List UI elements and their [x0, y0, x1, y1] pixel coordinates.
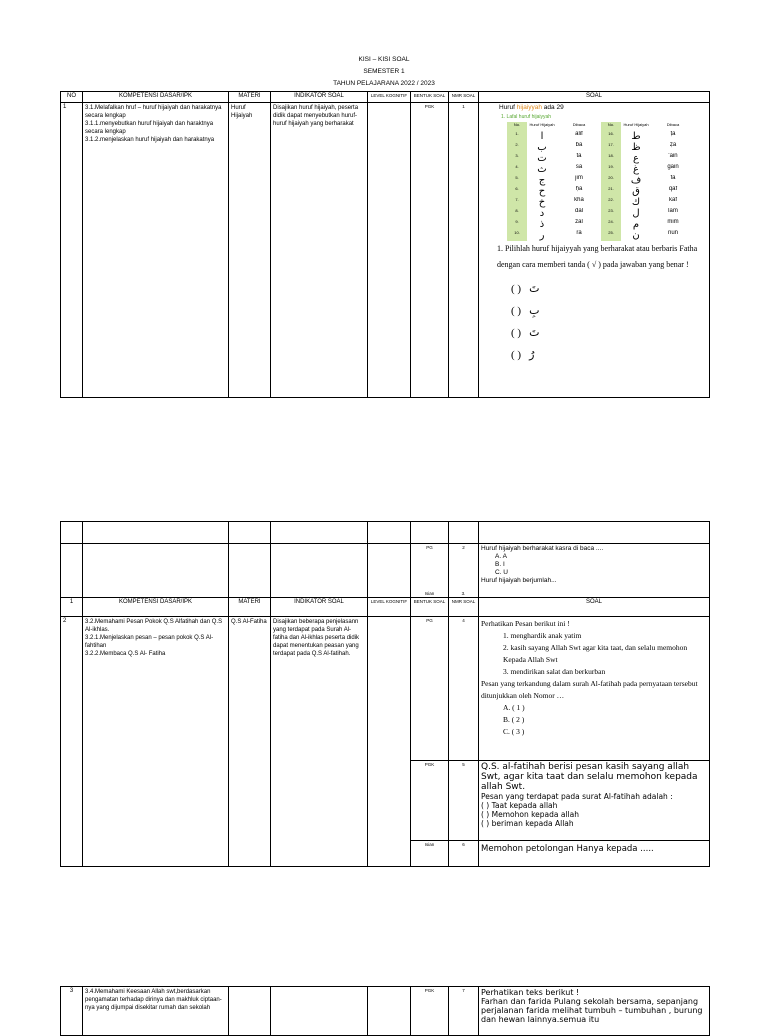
- q2-q3-soal: [479, 544, 710, 598]
- row1-no: 1: [61, 103, 83, 398]
- hijaiyah-letter: د: [539, 208, 545, 219]
- choice-option: ( ) بِ: [511, 304, 540, 317]
- doc-title: KISI – KISI SOAL: [358, 56, 410, 63]
- hijaiyah-reading: ḥa: [575, 186, 583, 192]
- hijaiyah-letter: ف: [630, 175, 642, 186]
- kisi-table-1: [60, 91, 710, 398]
- row2-indikator: Disajikan beberapa penjelasann yang terdapat pada Surah Al-fatiha dan Al-ikhlas peserta didik dapat menentukan peasan yang terdapat pada Q.S Al-fatihah.: [271, 617, 368, 867]
- hijaiyah-row: [507, 175, 695, 186]
- hijaiyah-letter: ا: [540, 131, 544, 142]
- q4-option: C. ( 3 ): [503, 727, 525, 736]
- q4-soal: Perhatikan Pesan berikut ini ! 1. menghardik anak yatim 2. kasih sayang Allah Swt agar kita taat, dan selalu memohon Kepada Allah Swt 3. mendirikan salat dan berkurban Pesan yang terkandung dalam surah Al-fatihah pada pernyataan tersebut ditunjukkan oleh Nomor … A. ( 1 ) B. ( 2 ) C. ( 3 ): [479, 617, 710, 761]
- col-soal: SOAL: [479, 92, 710, 103]
- hijaiyah-no: 1.: [507, 131, 527, 142]
- col-level: LEVEL KOGNITIF: [368, 92, 411, 103]
- table-header-row: [61, 92, 710, 103]
- hijaiyah-reading: alif: [575, 131, 583, 137]
- hijaiyah-no: 6.: [507, 186, 527, 197]
- hijaiyah-row: [507, 230, 695, 241]
- table-row: [61, 544, 710, 598]
- hijaiyah-letter: خ: [538, 197, 546, 208]
- hijaiyah-head-cell: Huruf Hijaiyah: [623, 122, 649, 127]
- q2-q3-nmr: 2 3.: [449, 544, 479, 598]
- hijaiyah-reading: 'ain: [668, 153, 678, 159]
- hijaiyah-no: 8.: [507, 208, 527, 219]
- hijaiyah-row: [507, 131, 695, 142]
- kisi-table-3: [60, 986, 710, 1036]
- hijaiyah-row: [507, 197, 695, 208]
- q4-option: A. ( 1 ): [503, 703, 525, 712]
- hijaiyah-reading: mim: [667, 219, 679, 225]
- hijaiyah-no: 5.: [507, 175, 527, 186]
- row1-indikator: Disajikan huruf hijaiyah, peserta didik dapat menyebutkan huruf-huruf hijaiyah yang berharakat: [271, 103, 368, 398]
- choice-letter: رُ: [529, 348, 535, 361]
- table-row: [61, 522, 710, 544]
- hijaiyah-no: 20.: [601, 175, 621, 186]
- choice-letter: تَ: [529, 326, 540, 339]
- hijaiyah-letter: م: [632, 219, 640, 230]
- hijaiyah-letter: ذ: [539, 219, 545, 230]
- hijaiyah-no: 3.: [507, 153, 527, 164]
- hijaiyah-letter: ل: [632, 208, 640, 219]
- hijaiyah-head-cell: Huruf Hijaiyah: [529, 122, 555, 127]
- row3-kd: 3.4.Memahami Keesaan Allah swt,berdasarkan pengamatan terhadap dirinya dan makhluk ciptaan-nya yang dijumpai disekitar rumah dan sekolah: [83, 987, 229, 1036]
- hijaiyah-no: 21.: [601, 186, 621, 197]
- row2-materi: Q.S Al-Fatiha: [229, 617, 271, 867]
- hijaiyah-letter: ن: [632, 230, 640, 241]
- q4-item: 1. menghardik anak yatim: [503, 631, 582, 640]
- hijaiyah-no: 24.: [601, 219, 621, 230]
- hijaiyah-row: [507, 164, 695, 175]
- table-row: [61, 103, 710, 398]
- col-nmr: NMR SOAL: [449, 92, 479, 103]
- choice-letter: بِ: [529, 304, 540, 317]
- q5-soal: Q.S. al-fatihah berisi pesan kasih sayang allah Swt, agar kita taat dan selalu memohon kepada allah Swt. Pesan yang terdapat pada surat Al-fatihah adalah : ( ) Taat kepada allah ( ) Memohon kepada allah ( ) beriman kepada Allah: [479, 761, 710, 841]
- hijaiyah-head-cell: No.: [507, 122, 527, 131]
- hijaiyah-head-cell: Dibaca: [572, 122, 586, 127]
- hijaiyah-reading: ba: [575, 142, 583, 148]
- choice-option: ( ) رُ: [511, 348, 535, 361]
- choice-list: [481, 282, 707, 361]
- hijaiyah-reading: ṭa: [670, 131, 676, 137]
- hijaiyah-no: 7.: [507, 197, 527, 208]
- doc-semester: SEMESTER 1: [363, 68, 405, 75]
- hijaiyah-reading: ṡa: [575, 164, 583, 170]
- choice-option: ( ) تَ: [511, 326, 540, 339]
- hijaiyah-reading: lam: [668, 208, 678, 214]
- hijaiyah-reading: żal: [575, 219, 583, 225]
- row1-nmr: 1: [449, 103, 479, 398]
- hijaiyah-no: 9.: [507, 219, 527, 230]
- q4-option: B. ( 2 ): [503, 715, 525, 724]
- q2-option: A. A: [495, 553, 507, 560]
- hijaiyah-letter: ت: [537, 153, 547, 164]
- col-kd: KOMPETENSI DASAR/IPK: [83, 92, 229, 103]
- hijaiyah-head-cell: Dibaca: [666, 122, 680, 127]
- col-bentuk: BENTUK SOAL: [411, 92, 449, 103]
- hijaiyah-letter: ظ: [631, 142, 641, 153]
- q5-option: ( ) Taat kepada allah: [481, 801, 558, 810]
- q7-soal: Perhatikan teks berikut ! Farhan dan farida Pulang sekolah bersama, sepanjang perjalanan farida melihat tumbuh – tumbuhan , burung dan hewan lainnya.semua itu: [479, 987, 710, 1036]
- hijaiyah-reading: dal: [574, 208, 583, 214]
- row2-kd: 3.2.Memahami Pesan Pokok Q.S Alfatihah dan Q.S Al-ikhlas. 3.2.1.Menjelaskan pesan – pesan pokok Q.S Al-fahtihan 3.2.2.Membaca Q.S Al- Fatiha: [83, 617, 229, 867]
- hijaiyah-letter: ع: [633, 153, 639, 164]
- q5-option: ( ) beriman kepada Allah: [481, 819, 574, 828]
- hijaiyah-head-cell: No.: [601, 122, 621, 131]
- hijaiyah-letter: ب: [537, 142, 547, 153]
- q2-option: C. U: [495, 569, 508, 576]
- hijaiyah-row: [507, 142, 695, 153]
- table-header-row-2: 1 KOMPETENSI DASAR/IPK MATERI INDIKATOR SOAL LEVEL KOGNITIF BENTUK SOAL NMR SOAL SOAL: [61, 598, 710, 617]
- hijaiyah-reading: kaf: [668, 197, 677, 203]
- hijaiyah-reading: jim: [575, 175, 583, 181]
- table-row: 2 3.2.Memahami Pesan Pokok Q.S Alfatihah dan Q.S Al-ikhlas. 3.2.1.Menjelaskan pesan – pesan pokok Q.S Al-fahtihan 3.2.2.Membaca Q.S Al- Fatiha Q.S Al-Fatiha Disajikan beberapa penjelasann yang terdapat pada Surah Al-fatiha dan Al-ikhlas peserta didik dapat menentukan peasan yang terdapat pada Q.S Al-fatihah. PG 4 Perhatikan Pesan berikut ini ! 1. menghardik anak yatim 2. kasih sayang Allah Swt agar kita taat, dan selalu memohon Kepada Allah Swt 3. mendirikan salat dan berkurban Pesan yang terkandung dalam surah Al-fatihah pada pernyataan tersebut ditunjukkan oleh Nomor … A. ( 1 ) B. ( 2 ) C. ( 3 ): [61, 617, 710, 761]
- row1-kd: 3.1.Melafalkan hruf – huruf hijaiyah dan harakatnya secara lengkap 3.1.1.menyebutkan huruf hijaiyah dan haraktnya secara lengkap 3.1.2.menjelaskan huruf hijaiyah dan harakatnya: [83, 103, 229, 398]
- q4-item: 3. mendirikan salat dan berkurban: [503, 667, 606, 676]
- kisi-table-2: [60, 521, 710, 867]
- q2-q3-bentuk: PG Isian: [411, 544, 449, 598]
- hijaiyah-reading: fa: [670, 175, 676, 181]
- hijaiyah-no: 10.: [507, 230, 527, 241]
- table-row: PGK 5 Q.S. al-fatihah berisi pesan kasih sayang allah Swt, agar kita taat dan selalu memohon kepada allah Swt. Pesan yang terdapat pada surat Al-fatihah adalah : ( ) Taat kepada allah ( ) Memohon kepada allah ( ) beriman kepada Allah: [61, 761, 710, 841]
- hijaiyah-row: [507, 153, 695, 164]
- hijaiyah-letter: ج: [538, 175, 546, 186]
- q5-options: [481, 801, 707, 828]
- q4-item: 2. kasih sayang Allah Swt agar kita taat, dan selalu memohon Kepada Allah Swt: [503, 643, 688, 664]
- col-materi: MATERI: [229, 92, 271, 103]
- hijaiyah-letter: غ: [633, 164, 639, 175]
- hijaiyah-row: [507, 186, 695, 197]
- hijaiyah-letter: ث: [537, 164, 547, 175]
- table-row: Isian 6 Memohon petolongan Hanya kepada .....: [61, 841, 710, 867]
- hijaiyah-intro: Huruf hijaiyyah ada 29: [499, 104, 564, 111]
- table-row: 3 3.4.Memahami Keesaan Allah swt,berdasarkan pengamatan terhadap dirinya dan makhluk ciptaan-nya yang dijumpai disekitar rumah dan sekolah PGK 7 Perhatikan teks berikut ! Farhan dan farida Pulang sekolah bersama, sepanjang perjalanan farida melihat tumbuh – tumbuhan , burung dan hewan lainnya.semua itu: [61, 987, 710, 1036]
- hijaiyah-no: 17.: [601, 142, 621, 153]
- hijaiyah-no: 23.: [601, 208, 621, 219]
- col-no: NO: [61, 92, 83, 103]
- q4-options: [503, 702, 707, 738]
- hijaiyah-row: [507, 208, 695, 219]
- hijaiyah-letter: ر: [539, 230, 545, 241]
- hijaiyah-no: 22.: [601, 197, 621, 208]
- hijaiyah-row: [507, 219, 695, 230]
- hijaiyah-reading: ra: [576, 230, 582, 236]
- row1-level: [368, 103, 411, 398]
- q2-options: [495, 553, 707, 577]
- hijaiyah-table-header: [507, 122, 695, 131]
- hijaiyah-table-title: 1. Lafal huruf hijaiyyah: [501, 114, 552, 120]
- row1-bentuk: PGK: [411, 103, 449, 398]
- q5-option: ( ) Memohon kepada allah: [481, 810, 579, 819]
- hijaiyah-letter: ح: [538, 186, 546, 197]
- hijaiyah-reading: nun: [667, 230, 678, 236]
- hijaiyah-reading: ẓa: [669, 142, 677, 148]
- q2-option: B. I: [495, 561, 505, 568]
- hijaiyah-letter: ط: [631, 131, 641, 142]
- hijaiyah-no: 18.: [601, 153, 621, 164]
- question-1: 1. Pilihlah huruf hijaiyyah yang berharakat atau berbaris Fatha dengan cara memberi tanda ( √ ) pada jawaban yang benar !: [497, 244, 698, 269]
- q4-items: [503, 630, 707, 678]
- hijaiyah-reading: kha: [574, 197, 584, 203]
- hijaiyah-reading: qaf: [668, 186, 678, 192]
- hijaiyah-reading: ta: [576, 153, 582, 159]
- row1-materi: Huruf Hijaiyah: [229, 103, 271, 398]
- hijaiyah-no: 2.: [507, 142, 527, 153]
- hijaiyah-letter: ك: [631, 197, 641, 208]
- doc-year: TAHUN PELAJARANA 2022 / 2023: [333, 80, 435, 87]
- hijaiyah-no: 16.: [601, 131, 621, 142]
- hijaiyah-no: 4.: [507, 164, 527, 175]
- col-indikator: INDIKATOR SOAL: [271, 92, 368, 103]
- hijaiyah-no: 19.: [601, 164, 621, 175]
- q3-text: Huruf hijaiyah berjumlah...: [481, 577, 557, 584]
- q6-soal: Memohon petolongan Hanya kepada .....: [479, 841, 710, 867]
- choice-option: ( ) تَ: [511, 282, 540, 295]
- choice-letter: تَ: [529, 282, 540, 295]
- hijaiyah-letter: ق: [632, 186, 640, 197]
- q2-text: Huruf hijaiyah berharakat kasra di baca ....: [481, 545, 604, 552]
- hijaiyah-reading: gain: [667, 164, 679, 170]
- hijaiyah-no: 25.: [601, 230, 621, 241]
- row1-soal: [479, 103, 710, 398]
- hijaiyah-table: [507, 122, 695, 241]
